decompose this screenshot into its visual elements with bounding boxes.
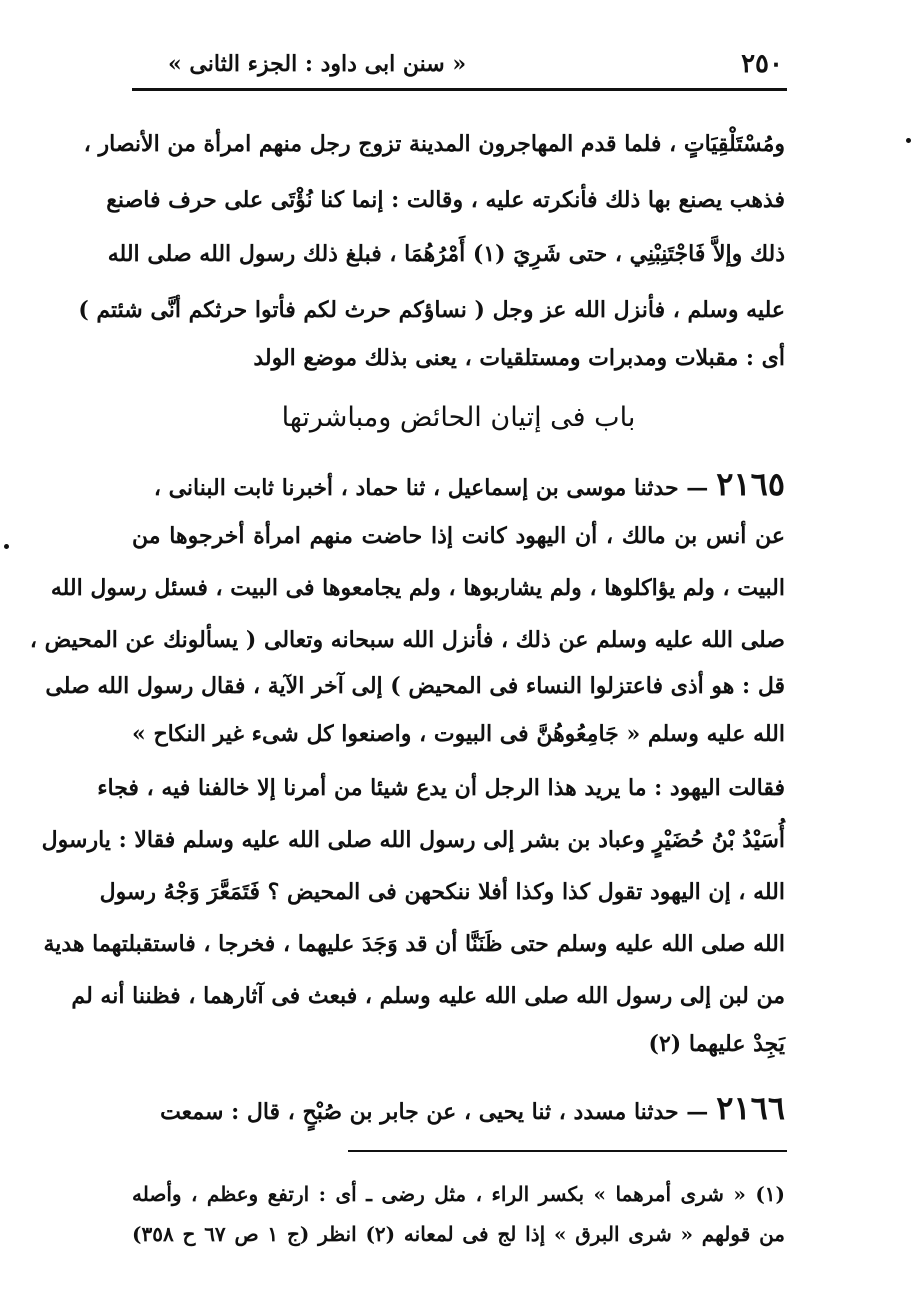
hadith-line: يَجِدْ عليهما (٢) bbox=[648, 1031, 785, 1057]
hadith-line: الله صلى الله عليه وسلم حتى ظَنَنَّا أن قد وَجَدَ عليهما ، فخرجا ، فاستقبلتهما هدية bbox=[43, 931, 785, 957]
chapter-heading: باب فى إتيان الحائض ومباشرتها bbox=[281, 402, 636, 433]
footnote-rule bbox=[348, 1150, 787, 1152]
body-line: ذلك وإلاَّ فَاجْتَنِبْنِي ، حتى شَرِيَ (١) أَمْرُهُمَا ، فبلغ ذلك رسول الله صلى الله bbox=[107, 241, 785, 267]
page-number: ٢٥٠ bbox=[741, 49, 783, 79]
hadith-line: فقالت اليهود : ما يريد هذا الرجل أن يدع شيئا من أمرنا إلا خالفنا فيه ، فجاء bbox=[97, 775, 785, 801]
body-line: فذهب يصنع بها ذلك فأنكرته عليه ، وقالت : إنما كنا نُؤْتَى على حرف فاصنع bbox=[106, 187, 785, 213]
hadith-number: ٢١٦٦ bbox=[716, 1089, 785, 1127]
body-line: عليه وسلم ، فأنزل الله عز وجل ( نساؤكم حرث لكم فأتوا حرثكم أنَّى شئتم ) bbox=[78, 297, 785, 323]
margin-speck bbox=[4, 544, 9, 549]
page-header bbox=[132, 44, 783, 84]
hadith-text: — حدثنا مسدد ، ثنا يحيى ، عن جابر بن صُبْحٍ ، قال : سمعت bbox=[160, 1099, 709, 1125]
hadith-line: الله عليه وسلم « جَامِعُوهُنَّ فى البيوت ، واصنعوا كل شىء غير النكاح » bbox=[132, 721, 785, 747]
footnote-line: (١) « شرى أمرهما » بكسر الراء ، مثل رضى ـ أى : ارتفع وعظم ، وأصله bbox=[132, 1182, 785, 1206]
hadith-line: الله ، إن اليهود تقول كذا وكذا أفلا ننكحهن فى المحيض ؟ فَتَمَعَّرَ وَجْهُ رسول bbox=[99, 879, 785, 905]
running-title: « سنن ابى داود : الجزء الثانى » bbox=[168, 51, 467, 77]
hadith-line: البيت ، ولم يؤاكلوها ، ولم يشاربوها ، ولم يجامعوها فى البيت ، فسئل رسول الله bbox=[50, 575, 785, 601]
footnote-line: من قولهم « شرى البرق » إذا لج فى لمعانه (٢) انظر (ج ١ ص ٦٧ ح ٣٥٨) bbox=[132, 1222, 786, 1246]
hadith-line: أُسَيْدُ بْنُ حُضَيْرٍ وعباد بن بشر إلى رسول الله صلى الله عليه وسلم فقالا : يارسول bbox=[41, 827, 785, 853]
body-line: ومُسْتَلْقِيَاتٍ ، فلما قدم المهاجرون المدينة تزوج رجل منهم امرأة من الأنصار ، bbox=[83, 131, 785, 157]
hadith-line: من لبن إلى رسول الله صلى الله عليه وسلم ، فبعث فى آثارهما ، فظننا أنه لم bbox=[71, 983, 785, 1009]
hadith-line: عن أنس بن مالك ، أن اليهود كانت إذا حاضت منهم امرأة أخرجوها من bbox=[132, 523, 785, 549]
header-rule bbox=[132, 88, 787, 91]
hadith-number: ٢١٦٥ bbox=[716, 465, 785, 503]
hadith-2166-first-line bbox=[132, 1088, 785, 1128]
margin-speck bbox=[906, 138, 911, 143]
hadith-line: قل : هو أذى فاعتزلوا النساء فى المحيض ) إلى آخر الآية ، فقال رسول الله صلى bbox=[45, 673, 785, 699]
hadith-text: — حدثنا موسى بن إسماعيل ، ثنا حماد ، أخبرنا ثابت البنانى ، bbox=[153, 475, 709, 501]
body-line: أى : مقبلات ومدبرات ومستلقيات ، يعنى بذلك موضع الولد bbox=[253, 345, 785, 371]
hadith-line: صلى الله عليه وسلم عن ذلك ، فأنزل الله سبحانه وتعالى ( يسألونك عن المحيض ، bbox=[29, 627, 785, 653]
hadith-2165-first-line bbox=[132, 464, 785, 504]
